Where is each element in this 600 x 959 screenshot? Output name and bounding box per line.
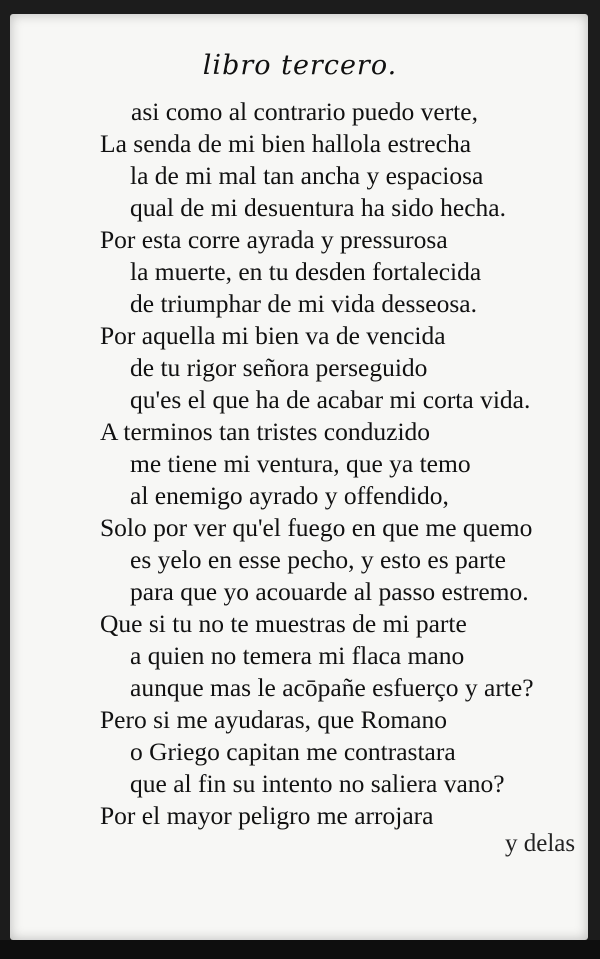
verse-line: a quien no temera mi flaca mano xyxy=(130,641,465,670)
scan-border xyxy=(0,940,600,959)
verse-line: o Griego capitan me contrastara xyxy=(130,737,456,766)
verse-line: de triumphar de mi vida desseosa. xyxy=(130,289,477,318)
running-head: libro tercero. xyxy=(202,50,398,81)
verse-line: la de mi mal tan ancha y espaciosa xyxy=(130,161,484,190)
verse-line: me tiene mi ventura, que ya temo xyxy=(130,449,471,478)
catchword: y delas xyxy=(505,830,576,857)
verse-line: que al fin su intento no saliera vano? xyxy=(130,769,505,798)
verse-line: Pero si me ayudaras, que Romano xyxy=(100,705,448,734)
verse-line: Que si tu no te muestras de mi parte xyxy=(100,609,467,638)
verse-line: qual de mi desuentura ha sido hecha. xyxy=(130,193,507,222)
verse-line: asi como al contrario puedo verte, xyxy=(131,97,478,126)
verse-line: A terminos tan tristes conduzido xyxy=(100,417,431,446)
verse-line: qu'es el que ha de acabar mi corta vida. xyxy=(130,385,531,414)
verse-line: Por esta corre ayrada y pressurosa xyxy=(100,225,448,254)
verse-line: aunque mas le acōpañe esfuerço y arte? xyxy=(130,673,534,702)
verse-line: Por aquella mi bien va de vencida xyxy=(100,321,446,350)
verse-line: Solo por ver qu'el fuego en que me quemo xyxy=(100,513,533,542)
verse-line: es yelo en esse pecho, y esto es parte xyxy=(130,545,506,574)
verse-line: para que yo acouarde al passo estremo. xyxy=(130,577,529,606)
verse-line: al enemigo ayrado y offendido, xyxy=(130,481,449,510)
verse-line: La senda de mi bien hallola estrecha xyxy=(100,129,472,158)
verse-line: Por el mayor peligro me arrojara xyxy=(100,801,434,830)
verse-line: de tu rigor señora perseguido xyxy=(130,353,428,382)
verse-line: la muerte, en tu desden fortalecida xyxy=(130,257,482,286)
